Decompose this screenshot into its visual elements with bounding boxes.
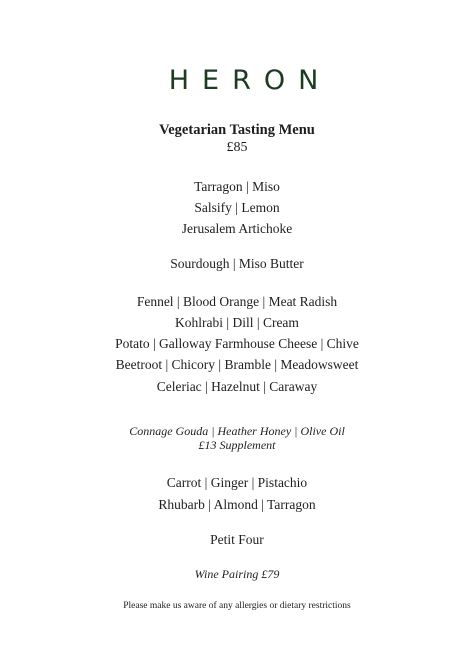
menu-title: Vegetarian Tasting Menu [159, 122, 315, 138]
course-item: Sourdough | Miso Butter [170, 256, 304, 271]
course-item: Salsify | Lemon [194, 200, 280, 215]
course-item: Petit Four [210, 532, 264, 547]
course-item: Beetroot | Chicory | Bramble | Meadowsweet [115, 357, 359, 372]
course-item: Celeriac | Hazelnut | Caraway [156, 379, 318, 394]
menu-price: £85 [226, 140, 248, 155]
wine-pairing: Wine Pairing £79 [194, 567, 280, 581]
course-item: Fennel | Blood Orange | Meat Radish [136, 294, 338, 309]
course-item: Jerusalem Artichoke [181, 221, 293, 236]
course-item: Carrot | Ginger | Pistachio [166, 475, 308, 490]
cheese-course: Connage Gouda | Heather Honey | Olive Oil [129, 424, 345, 438]
course-item: Kohlrabi | Dill | Cream [175, 315, 299, 330]
cheese-supplement: £13 Supplement [198, 438, 276, 452]
allergy-footnote: Please make us aware of any allergies or dietary restrictions [123, 601, 351, 611]
brand-logo: HERON [168, 65, 332, 96]
course-item: Rhubarb | Almond | Tarragon [158, 497, 316, 512]
course-item: Tarragon | Miso [194, 179, 280, 194]
course-item: Potato | Galloway Farmhouse Cheese | Chive [115, 336, 359, 351]
